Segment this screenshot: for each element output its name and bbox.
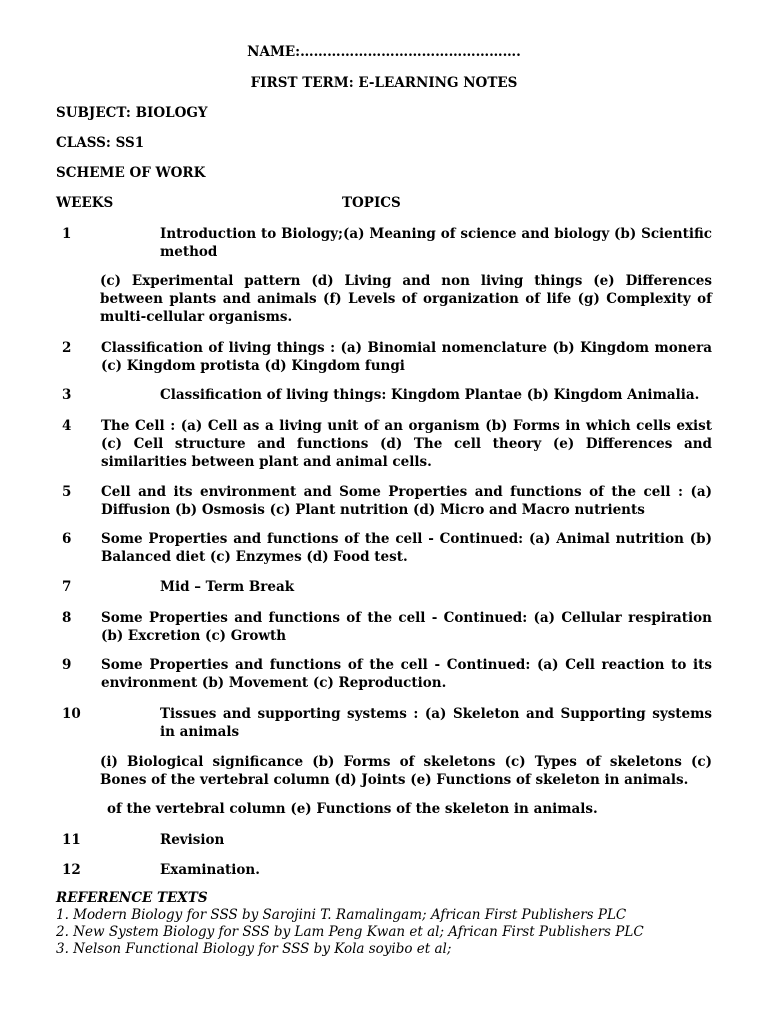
week-topic: Cell and its environment and Some Properties and functions of the cell : (a) Diffusion (b) Osmosis (c) Plant nutrition (d) Micro and Macro nutrients — [101, 484, 712, 518]
week-topic: Some Properties and functions of the cell - Continued: (a) Animal nutrition (b) Balanced diet (c) Enzymes (d) Food test. — [101, 531, 712, 565]
week-topic: The Cell : (a) Cell as a living unit of an organism (b) Forms in which cells exist (c) Cell structure and functions (d) The cell theory (e) Differences and similarities between plant and animal cells. — [101, 418, 712, 470]
week-topic: Introduction to Biology;(a) Meaning of science and biology (b) Scientific method — [160, 226, 712, 260]
week-topic-continued: of the vertebral column (e) Functions of the skeleton in animals. — [107, 801, 598, 817]
week-topic: Revision — [160, 832, 225, 848]
week-topic: Classification of living things: Kingdom Plantae (b) Kingdom Animalia. — [160, 387, 700, 403]
term-title: FIRST TERM: E-LEARNING NOTES — [250, 75, 518, 91]
subject-label: SUBJECT: BIOLOGY — [56, 105, 208, 121]
weeks-column-header: WEEKS — [56, 195, 114, 211]
week-topic: Classification of living things : (a) Binomial nomenclature (b) Kingdom monera (c) Kingdom protista (d) Kingdom fungi — [101, 340, 712, 374]
week-number: 1 — [62, 226, 72, 242]
reference-item: 1. Modern Biology for SSS by Sarojini T. Ramalingam; African First Publishers PLC — [56, 907, 627, 923]
reference-item: 2. New System Biology for SSS by Lam Peng Kwan et al; African First Publishers PLC — [56, 924, 644, 940]
week-number: 2 — [62, 340, 72, 356]
week-number: 7 — [62, 579, 72, 595]
week-number: 5 — [62, 484, 72, 500]
topics-column-header: TOPICS — [342, 195, 401, 211]
week-number: 4 — [62, 418, 72, 434]
week-topic-continued: (i) Biological significance (b) Forms of skeletons (c) Types of skeletons (c) Bones of the vertebral column (d) Joints (e) Functions of skeleton in animals. — [100, 754, 712, 788]
week-number: 3 — [62, 387, 72, 403]
class-label: CLASS: SS1 — [56, 135, 145, 151]
week-topic: Some Properties and functions of the cell - Continued: (a) Cell reaction to its environment (b) Movement (c) Reproduction. — [101, 657, 712, 691]
scheme-heading: SCHEME OF WORK — [56, 165, 206, 181]
name-line: NAME:…………………………………………. — [247, 44, 521, 60]
week-number: 9 — [62, 657, 72, 673]
week-number: 12 — [62, 862, 81, 878]
week-number: 6 — [62, 531, 72, 547]
reference-item: 3. Nelson Functional Biology for SSS by Kola soyibo et al; — [56, 941, 452, 957]
week-topic: Some Properties and functions of the cell - Continued: (a) Cellular respiration (b) Excretion (c) Growth — [101, 610, 712, 644]
week-topic: Mid – Term Break — [160, 579, 295, 595]
week-number: 11 — [62, 832, 81, 848]
week-topic-continued: (c) Experimental pattern (d) Living and non living things (e) Differences between plants and animals (f) Levels of organization of life (g) Complexity of multi-cellular organisms. — [100, 273, 712, 325]
week-topic: Tissues and supporting systems : (a) Skeleton and Supporting systems in animals — [160, 706, 712, 740]
week-topic: Examination. — [160, 862, 260, 878]
reference-texts-heading: REFERENCE TEXTS — [56, 890, 208, 906]
week-number: 8 — [62, 610, 72, 626]
week-number: 10 — [62, 706, 81, 722]
